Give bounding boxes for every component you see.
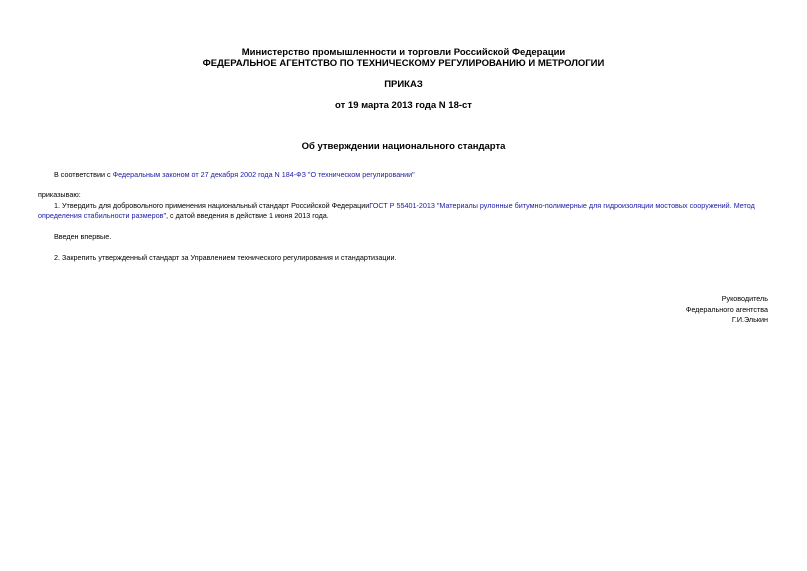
agency-title: ФЕДЕРАЛЬНОЕ АГЕНТСТВО ПО ТЕХНИЧЕСКОМУ РЕГУЛИРОВАНИЮ И МЕТРОЛОГИИ [202, 58, 605, 69]
signature-title-line2: Федерального агентства [685, 305, 768, 314]
document-type: ПРИКАЗ [384, 79, 423, 90]
intro-prefix: В соответствии с [54, 170, 113, 179]
signature-title-line1: Руководитель [721, 294, 768, 303]
gost-link-part1[interactable]: ГОСТ Р 55401-2013 "Материалы рулонные битумно-полимерные для гидроизоляции мостовых сооружений. Метод [369, 201, 755, 210]
introduced-note: Введен впервые. [54, 232, 112, 241]
document-date-number: от 19 марта 2013 года N 18-ст [335, 100, 472, 111]
ministry-title: Министерство промышленности и торговли Российской Федерации [241, 47, 566, 58]
item1-suffix: ", с датой введения в действие 1 июня 2013 года. [163, 211, 329, 220]
document-subject: Об утверждении национального стандарта [301, 141, 506, 152]
item1-line2 [38, 211, 329, 222]
item2-paragraph: 2. Закрепить утвержденный стандарт за Управлением технического регулирования и стандартизации. [54, 253, 397, 262]
item1-line1 [54, 201, 755, 212]
intro-paragraph [54, 170, 415, 181]
gost-link-part2[interactable]: определения стабильности размеров [38, 211, 164, 220]
federal-law-link[interactable]: Федеральным законом от 27 декабря 2002 года N 184-ФЗ "О техническом регулировании" [112, 170, 415, 179]
signature-name: Г.И.Элькин [731, 315, 768, 324]
item1-prefix: 1. Утвердить для добровольного применения национальный стандарт Российской Федерации [54, 201, 370, 210]
order-word: приказываю: [38, 190, 81, 199]
